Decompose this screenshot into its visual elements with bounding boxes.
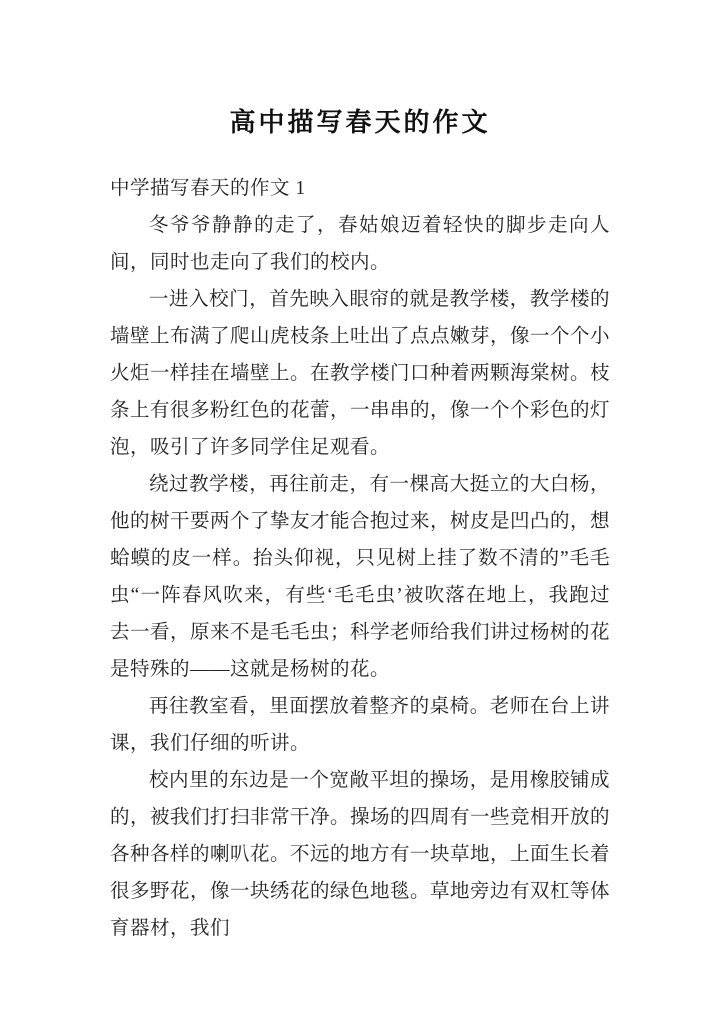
paragraph-5: 校内里的东边是一个宽敞平坦的操场，是用橡胶铺成的，被我们打扫非常干净。操场的四周有一些竞相开放的各种各样的喇叭花。不远的地方有一块草地，上面生长着很多野花，像一块绣花的绿色地毯。草地旁边有双杠等体育器材，我们 xyxy=(110,770,611,939)
paragraph-4: 再往教室看，里面摆放着整齐的桌椅。老师在台上讲课，我们仔细的听讲。 xyxy=(110,696,610,754)
section-heading: 中学描写春天的作文 1 xyxy=(110,178,306,199)
paragraph-1: 冬爷爷静静的走了，春姑娘迈着轻快的脚步走向人间，同时也走向了我们的校内。 xyxy=(110,215,610,273)
document-body xyxy=(110,170,610,947)
paragraph-3: 绕过教学楼，再往前走，有一棵高大挺立的大白杨，他的树干要两个了挚友才能合抱过来，树皮是凹凸的，想蛤蟆的皮一样。抬头仰视，只见树上挂了数不清的”毛毛虫“一阵春风吹来，有些‘毛毛虫’被吹落在地上，我跑过去一看，原来不是毛毛虫；科学老师给我们讲过杨树的花是特殊的——这就是杨树的花。 xyxy=(110,474,611,680)
paragraph-2: 一进入校门，首先映入眼帘的就是教学楼，教学楼的墙壁上布满了爬山虎枝条上吐出了点点嫩芽，像一个个小火炬一样挂在墙壁上。在教学楼门口种着两颗海棠树。枝条上有很多粉红色的花蕾，一串串的，像一个个彩色的灯泡，吸引了许多同学住足观看。 xyxy=(110,289,611,458)
document-title: 高中描写春天的作文 xyxy=(229,108,491,137)
